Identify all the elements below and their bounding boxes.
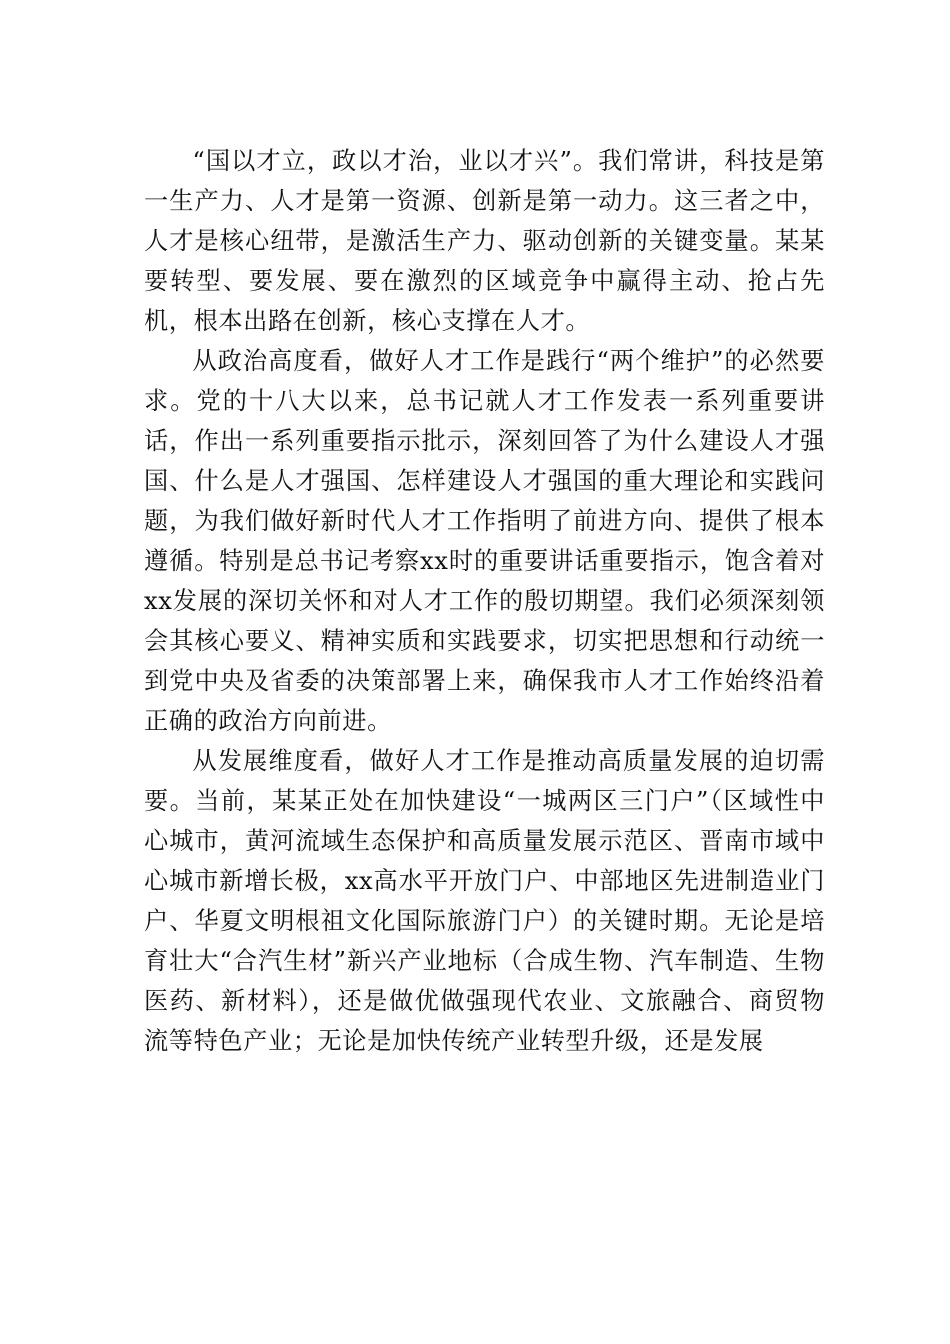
paragraph-development: 从发展维度看，做好人才工作是推动高质量发展的迫切需要。当前，某某正处在加快建设“一城两区三门户”（区域性中心城市，黄河流域生态保护和高质量发展示范区、晋南市域中心城市新增长极，xx高水平开放门户、中部地区先进制造业门户、华夏文明根祖文化国际旅游门户）的关键时期。无论是培育壮大“合汽生材”新兴产业地标（合成生物、汽车制造、生物医药、新材料），还是做优做强现代农业、文旅融合、商贸物流等特色产业；无论是加快传统产业转型升级，还是发展 [144,747,825,1055]
paragraph-political: 从政治高度看，做好人才工作是践行“两个维护”的必然要求。党的十八大以来，总书记就人才工作发表一系列重要讲话，作出一系列重要指示批示，深刻回答了为什么建设人才强国、什么是人才强国、怎样建设人才强国的重大理论和实践问题，为我们做好新时代人才工作指明了前进方向、提供了根本遵循。特别是总书记考察xx时的重要讲话重要指示，饱含着对xx发展的深切关怀和对人才工作的殷切期望。我们必须深刻领会其核心要义、精神实质和实践要求，切实把思想和行动统一到党中央及省委的决策部署上来，确保我市人才工作始终沿着正确的政治方向前进。 [144,347,825,735]
document-body [144,141,825,1061]
paragraph-intro: “国以才立，政以才治，业以才兴”。我们常讲，科技是第一生产力、人才是第一资源、创新是第一动力。这三者之中，人才是核心纽带，是激活生产力、驱动创新的关键变量。某某要转型、要发展、要在激烈的区域竞争中赢得主动、抢占先机，根本出路在创新，核心支撑在人才。 [144,147,825,335]
